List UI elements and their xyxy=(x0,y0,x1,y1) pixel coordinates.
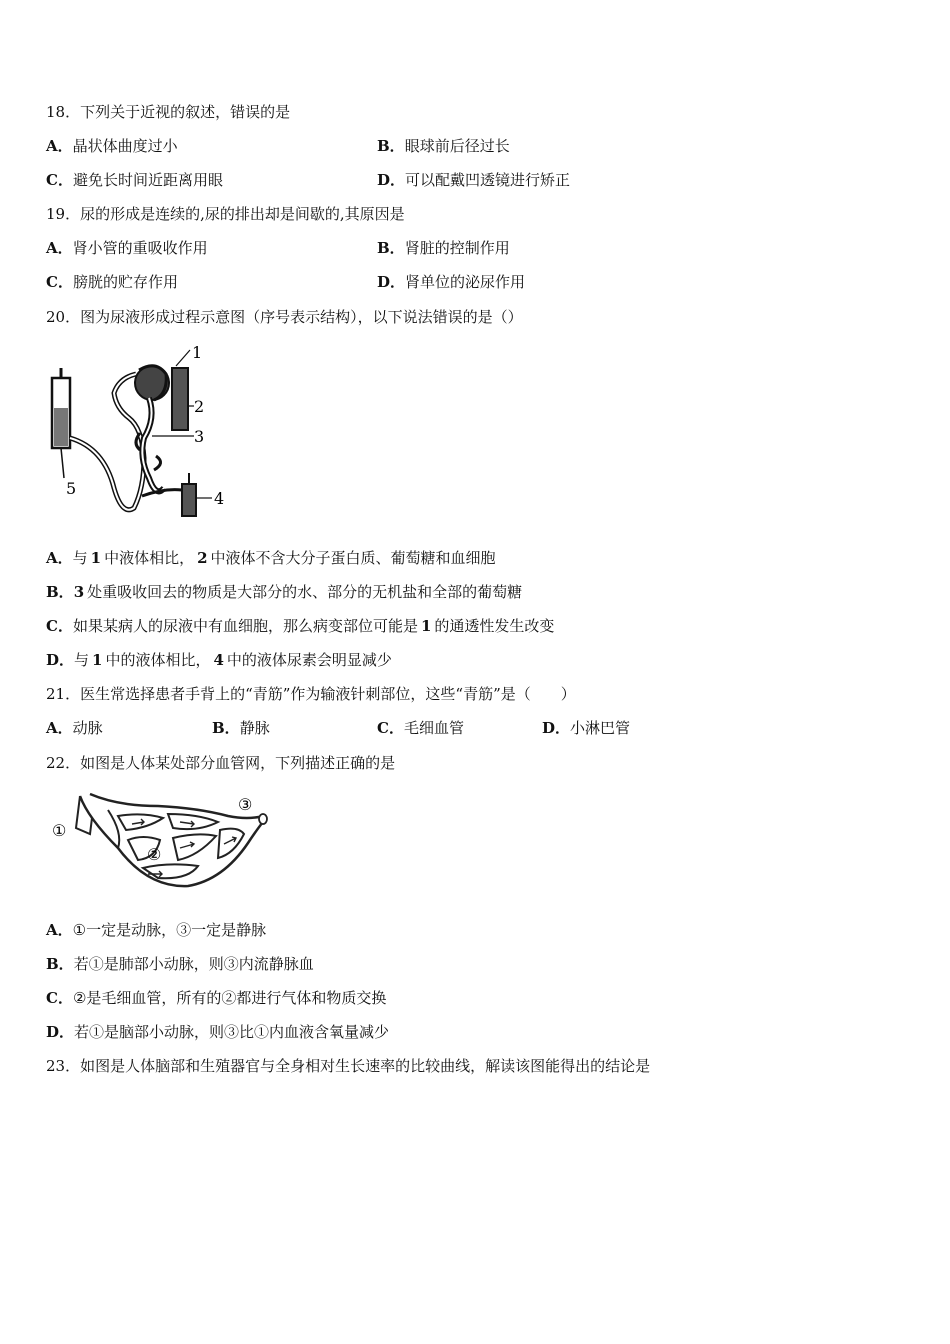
q19-option-a xyxy=(46,238,208,258)
q18-option-a xyxy=(46,136,178,156)
option-label: D． xyxy=(542,719,571,737)
option-label: A． xyxy=(46,239,73,257)
option-number: 1 xyxy=(92,651,103,669)
option-text: 的通透性发生改变 xyxy=(434,617,555,635)
option-label: D． xyxy=(377,171,406,189)
option-number: 1 xyxy=(420,617,432,635)
figure-label-5: 5 xyxy=(66,479,77,498)
option-number: 3 xyxy=(73,583,85,601)
option-text: 眼球前后径过长 xyxy=(404,137,510,155)
figure-label-2: ② xyxy=(147,845,162,864)
option-number: 4 xyxy=(213,651,224,669)
option-text: 中的液体相比， xyxy=(105,651,211,669)
q21-option-b xyxy=(212,718,270,738)
option-text: 动脉 xyxy=(72,719,103,737)
option-label: C． xyxy=(46,171,73,189)
capillary-network-figure xyxy=(48,788,278,900)
nephron-figure xyxy=(44,338,244,528)
option-text: 膀胱的贮存作用 xyxy=(72,273,178,291)
option-text: 中液体不含大分子蛋白质、葡萄糖和血细胞 xyxy=(210,549,496,567)
option-label: B． xyxy=(377,239,405,257)
q19-option-d xyxy=(377,272,525,292)
q21-option-c xyxy=(377,718,464,738)
option-text: 如果某病人的尿液中有血细胞，那么病变部位可能是 xyxy=(72,617,418,635)
option-text: 毛细血管 xyxy=(403,719,464,737)
option-text: 肾小管的重吸收作用 xyxy=(72,239,208,257)
option-label: C． xyxy=(46,617,73,635)
q20-stem: 20．图为尿液形成过程示意图（序号表示结构），以下说法错误的是（） xyxy=(46,308,523,326)
q22-option-a xyxy=(46,920,266,940)
option-text: 与 xyxy=(74,651,90,669)
option-label: C． xyxy=(377,719,404,737)
q18-option-b xyxy=(377,136,510,156)
figure-label-4: 4 xyxy=(214,489,225,508)
q20-option-c xyxy=(46,616,554,636)
option-text: 若①是脑部小动脉，则③比①内血液含氧量减少 xyxy=(74,1023,390,1041)
q20-option-b xyxy=(46,582,522,602)
option-text: 中的液体尿素会明显减少 xyxy=(226,651,392,669)
option-label: B． xyxy=(377,137,405,155)
q18-option-c xyxy=(46,170,223,190)
option-label: D． xyxy=(46,651,75,669)
option-text: 处重吸收回去的物质是大部分的水、部分的无机盐和全部的葡萄糖 xyxy=(87,583,523,601)
option-label: C． xyxy=(46,273,73,291)
option-text: ①一定是动脉，③一定是静脉 xyxy=(72,921,267,939)
option-label: A． xyxy=(46,549,73,567)
option-text: 避免长时间近距离用眼 xyxy=(72,171,223,189)
option-number: 2 xyxy=(197,549,208,567)
q20-option-d xyxy=(46,650,392,670)
q18-option-d xyxy=(377,170,570,190)
q21-option-a xyxy=(46,718,103,738)
q23-stem: 23．如图是人体脑部和生殖器官与全身相对生长速率的比较曲线，解读该图能得出的结论是 xyxy=(46,1057,651,1075)
option-text: 晶状体曲度过小 xyxy=(72,137,178,155)
option-label: A． xyxy=(46,921,73,939)
option-text: 若①是肺部小动脉，则③内流静脉血 xyxy=(73,955,314,973)
option-label: D． xyxy=(377,273,406,291)
option-label: D． xyxy=(46,1023,75,1041)
q21-stem: 21．医生常选择患者手背上的“青筋”作为输液针刺部位，这些“青筋”是（ ） xyxy=(46,685,576,703)
q18-stem: 18．下列关于近视的叙述，错误的是 xyxy=(46,103,291,121)
option-label: A． xyxy=(46,719,73,737)
figure-label-3: ③ xyxy=(238,795,253,814)
q22-option-b xyxy=(46,954,314,974)
q19-option-c xyxy=(46,272,178,292)
option-text: ②是毛细血管，所有的②都进行气体和物质交换 xyxy=(72,989,387,1007)
option-label: C． xyxy=(46,989,73,1007)
q19-stem: 19．尿的形成是连续的,尿的排出却是间歇的,其原因是 xyxy=(46,205,405,223)
option-text: 中液体相比， xyxy=(104,549,195,567)
q22-option-d xyxy=(46,1022,389,1042)
option-text: 与 xyxy=(72,549,88,567)
option-label: B． xyxy=(46,955,74,973)
q22-option-c xyxy=(46,988,386,1008)
figure-label-2: 2 xyxy=(194,397,205,416)
q21-option-d xyxy=(542,718,630,738)
figure-label-1: ① xyxy=(52,821,67,840)
option-text: 可以配戴凹透镜进行矫正 xyxy=(405,171,571,189)
q19-option-b xyxy=(377,238,510,258)
figure-label-1: 1 xyxy=(192,343,203,362)
option-label: B． xyxy=(46,583,74,601)
option-label: A． xyxy=(46,137,73,155)
option-text: 肾单位的泌尿作用 xyxy=(405,273,526,291)
option-label: B． xyxy=(212,719,240,737)
q20-option-a xyxy=(46,548,496,568)
option-text: 肾脏的控制作用 xyxy=(404,239,510,257)
option-number: 1 xyxy=(90,549,102,567)
option-text: 静脉 xyxy=(239,719,270,737)
figure-label-3: 3 xyxy=(194,427,205,446)
option-text: 小淋巴管 xyxy=(570,719,631,737)
q22-stem: 22．如图是人体某处部分血管网，下列描述正确的是 xyxy=(46,754,396,772)
